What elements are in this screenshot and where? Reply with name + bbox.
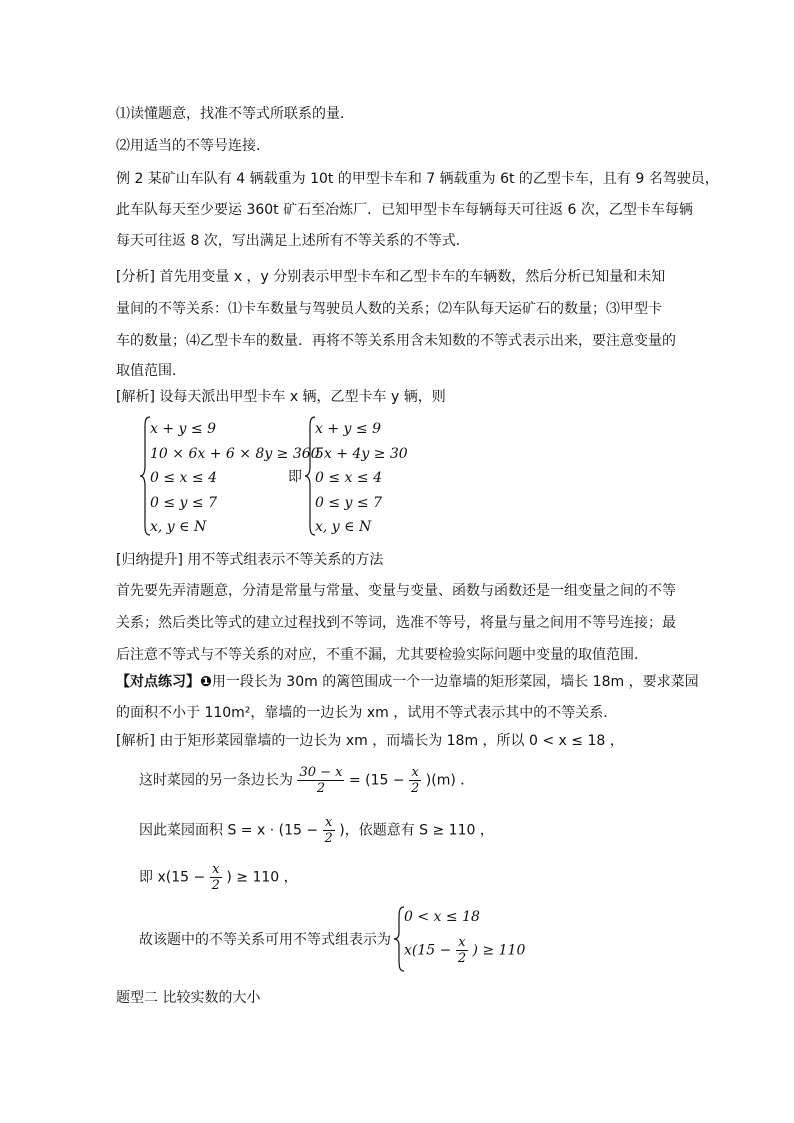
fraction-denominator: 2	[211, 878, 220, 893]
example-2-line: 每天可往返 8 次，写出满足上述所有不等关系的不等式．	[116, 233, 470, 249]
fraction-denominator: 2	[316, 781, 326, 796]
inequality: 0 ≤ y ≤ 7	[315, 494, 382, 511]
analysis-line: 车的数量；⑷乙型卡车的数量．再将不等关系用含未知数的不等式表示出来，要注意变量的	[116, 333, 676, 349]
inequality: 10 × 6x + 6 × 8y ≥ 360	[150, 445, 320, 462]
fraction-numerator: x	[210, 862, 222, 878]
formula-text: x(15 −	[404, 942, 452, 959]
formula-text: = (15 −	[348, 772, 405, 789]
inequality: x, y ∈ N	[150, 519, 207, 536]
fraction-denominator: 2	[457, 951, 467, 966]
practice-tag: 【对点练习】❶	[116, 674, 212, 690]
formula-line	[139, 815, 494, 846]
fraction-denominator: 2	[324, 831, 333, 846]
formula-text: ) ≥ 110	[472, 942, 526, 959]
inequality: 5x + 4y ≥ 30	[315, 445, 408, 462]
summary-heading: [归纳提升] 用不等式组表示不等关系的方法	[116, 552, 384, 568]
fraction-denominator: 2	[411, 781, 420, 796]
inequality: x + y ≤ 9	[150, 421, 216, 437]
inequality: x + y ≤ 9	[315, 421, 381, 437]
formula-text: 因此菜园面积 S = x · (15 −	[139, 822, 319, 839]
text-line: ⑴读懂题意，找准不等式所联系的量．	[116, 106, 354, 122]
fraction	[409, 765, 421, 796]
inequality-system-2	[315, 417, 408, 540]
fraction	[297, 765, 344, 796]
inequality	[404, 935, 525, 966]
formula-text: 这时菜园的另一条边长为	[139, 772, 293, 789]
inequality: 0 ≤ y ≤ 7	[150, 494, 217, 511]
inequality: x, y ∈ N	[315, 519, 372, 536]
formula-text: 故该题中的不等关系可用不等式组表示为	[139, 932, 391, 948]
inequality: 0 ≤ x ≤ 4	[150, 470, 217, 487]
practice-solution-line: [解析] 由于矩形菜园靠墙的一边长为 xm ，而墙长为 18m ，所以 0 < x ≤ 18 ，	[116, 733, 624, 749]
formula-line	[139, 862, 298, 893]
analysis-line: 取值范围．	[116, 363, 186, 379]
summary-line: 首先要先弄清题意，分清是常量与常量、变量与变量、函数与函数还是一组变量之间的不等	[116, 583, 676, 599]
analysis-line: 量间的不等关系：⑴卡车数量与驾驶员人数的关系；⑵车队每天运矿石的数量；⑶甲型卡	[116, 301, 662, 317]
practice-text: 用一段长为 30m 的篱笆围成一个一边靠墙的矩形菜园，墙长 18m ，要求菜园	[211, 674, 699, 690]
fraction	[210, 862, 222, 893]
practice-line	[116, 672, 699, 692]
fraction	[456, 935, 468, 966]
fraction-numerator: x	[456, 935, 468, 951]
fraction-numerator: x	[323, 815, 335, 831]
inequality: 0 < x ≤ 18	[404, 909, 480, 925]
fraction-numerator: 30 − x	[299, 765, 343, 780]
solution-line: [解析] 设每天派出甲型卡车 x 辆，乙型卡车 y 辆，则	[116, 389, 446, 405]
section-heading: 题型二 比较实数的大小	[116, 990, 261, 1006]
formula-text: )(m) ．	[425, 772, 475, 789]
fraction-numerator: x	[409, 765, 421, 781]
connector-text: 即	[288, 469, 302, 485]
practice-line: 的面积不小于 110m²，靠墙的一边长为 xm ，试用不等式表示其中的不等关系．	[116, 705, 618, 721]
formula-line	[139, 765, 474, 796]
example-2-line: 此车队每天至少要运 360t 矿石至冶炼厂．已知甲型卡车每辆每天可往返 6 次，乙型卡车每辆	[116, 202, 693, 218]
inequality: 0 ≤ x ≤ 4	[315, 470, 382, 487]
summary-line: 后注意不等式与不等关系的对应，不重不漏，尤其要检验实际问题中变量的取值范围．	[116, 647, 648, 663]
formula-text: 即 x(15 −	[139, 869, 206, 886]
example-2-line: 例 2 某矿山车队有 4 辆载重为 10t 的甲型卡车和 7 辆载重为 6t 的乙型卡车，且有 9 名驾驶员，	[116, 171, 719, 187]
summary-line: 关系；然后类比等式的建立过程找到不等词，选准不等号，将量与量之间用不等号连接；最	[116, 615, 676, 631]
text-line: ⑵用适当的不等号连接．	[116, 138, 270, 154]
formula-text: ) ≥ 110 ，	[226, 869, 298, 886]
formula-text: )，依题意有 S ≥ 110 ，	[339, 822, 494, 839]
fraction	[323, 815, 335, 846]
analysis-line: [分析] 首先用变量 x ，y 分别表示甲型卡车和乙型卡车的车辆数，然后分析已知量和未知	[116, 269, 666, 285]
